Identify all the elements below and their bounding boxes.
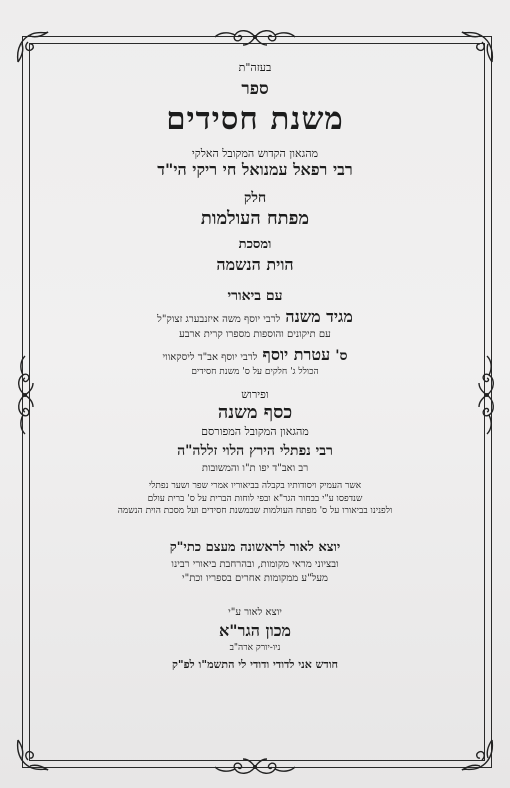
third-commentary-intro: מהגאון המקובל המפורסם xyxy=(201,425,309,439)
author-name: רבי רפאל עמנואל חי ריקי הי"ד xyxy=(157,160,353,180)
book-title: משנת חסידים xyxy=(166,101,344,138)
bottom-left-corner-ornament xyxy=(14,738,50,774)
publication-note-1: ובציוני מראי מקומות, ובהרחבת ביאורי רבינו xyxy=(171,559,339,571)
publisher-location: ניו-יורק ארה"ב xyxy=(229,643,281,654)
second-commentary-title: עטרת יוסף xyxy=(262,344,331,364)
blessing: בעזה"ת xyxy=(238,61,272,74)
bottom-right-corner-ornament xyxy=(460,738,496,774)
sefer-label: ספר xyxy=(241,78,269,99)
second-commentary-author: לרבי יוסף אב"ד ליסקאווי xyxy=(162,351,258,363)
title-page-text xyxy=(40,58,470,672)
publisher-label: יוצא לאור ע"י xyxy=(228,607,282,619)
peirush-label: ופירוש xyxy=(241,387,269,401)
third-commentary-title: כסף משנה xyxy=(217,402,293,424)
right-scroll-ornament xyxy=(476,355,498,435)
description-line-2: שנדפסו ע"י בבחור הגר"א ובפי לוחות הברית על ס' ברית עולם xyxy=(147,493,363,504)
top-scroll-ornament xyxy=(213,27,297,47)
first-commentary-line xyxy=(40,308,470,326)
third-commentary-role: רב ואב"ד יפו ת"ו והמשובות xyxy=(201,462,309,474)
bottom-scroll-ornament xyxy=(213,757,297,777)
author-intro: מהגאון הקדוש המקובל האלקי xyxy=(191,146,319,160)
first-commentary-title: מגיד משנה xyxy=(285,307,353,327)
with-commentaries-label: עם ביאורי xyxy=(227,287,283,304)
part-label: חלק xyxy=(243,189,267,206)
first-commentary-note: עם תיקונים והוספות מספרו קרית ארבע xyxy=(179,329,331,341)
third-commentary-author: רבי נפתלי הירץ הלוי זללה"ה xyxy=(177,442,333,459)
first-commentary-author: לרבי יוסף משה איזנבערג זצוק"ל xyxy=(157,314,281,326)
second-commentary-prefix: ס' xyxy=(335,347,348,364)
description-line-3: ולפנינו בביאורו על ס' מפתח העולמות שבמשנת חסידים ועל מסכת הוית הנשמה xyxy=(117,505,393,516)
and-tractate-label: ומסכת xyxy=(238,236,272,252)
publisher-name: מכון הגר"א xyxy=(219,620,291,640)
publication-note-2: מעל"ע ממקומות אחרים בספריו וכת"י xyxy=(182,572,328,584)
tractate-name: הוית הנשמה xyxy=(216,254,294,274)
part-name: מפתח העולמות xyxy=(200,207,310,229)
publication-date: חודש אני לדודי ודודי לי התשמ"ו לפ"ק xyxy=(171,658,339,672)
left-scroll-ornament xyxy=(14,355,36,435)
first-print-line: יוצא לאור לראשונה מעצם כתי"ק xyxy=(169,540,341,556)
second-commentary-note: הכולל ג' חלקים על ס' משנת חסידים xyxy=(191,367,319,378)
description-line-1: אשר העמיק ויסודותיו בקבלה בביאוריו אמרי שפר ושער נפתלי xyxy=(148,481,362,492)
second-commentary-line xyxy=(40,346,470,364)
